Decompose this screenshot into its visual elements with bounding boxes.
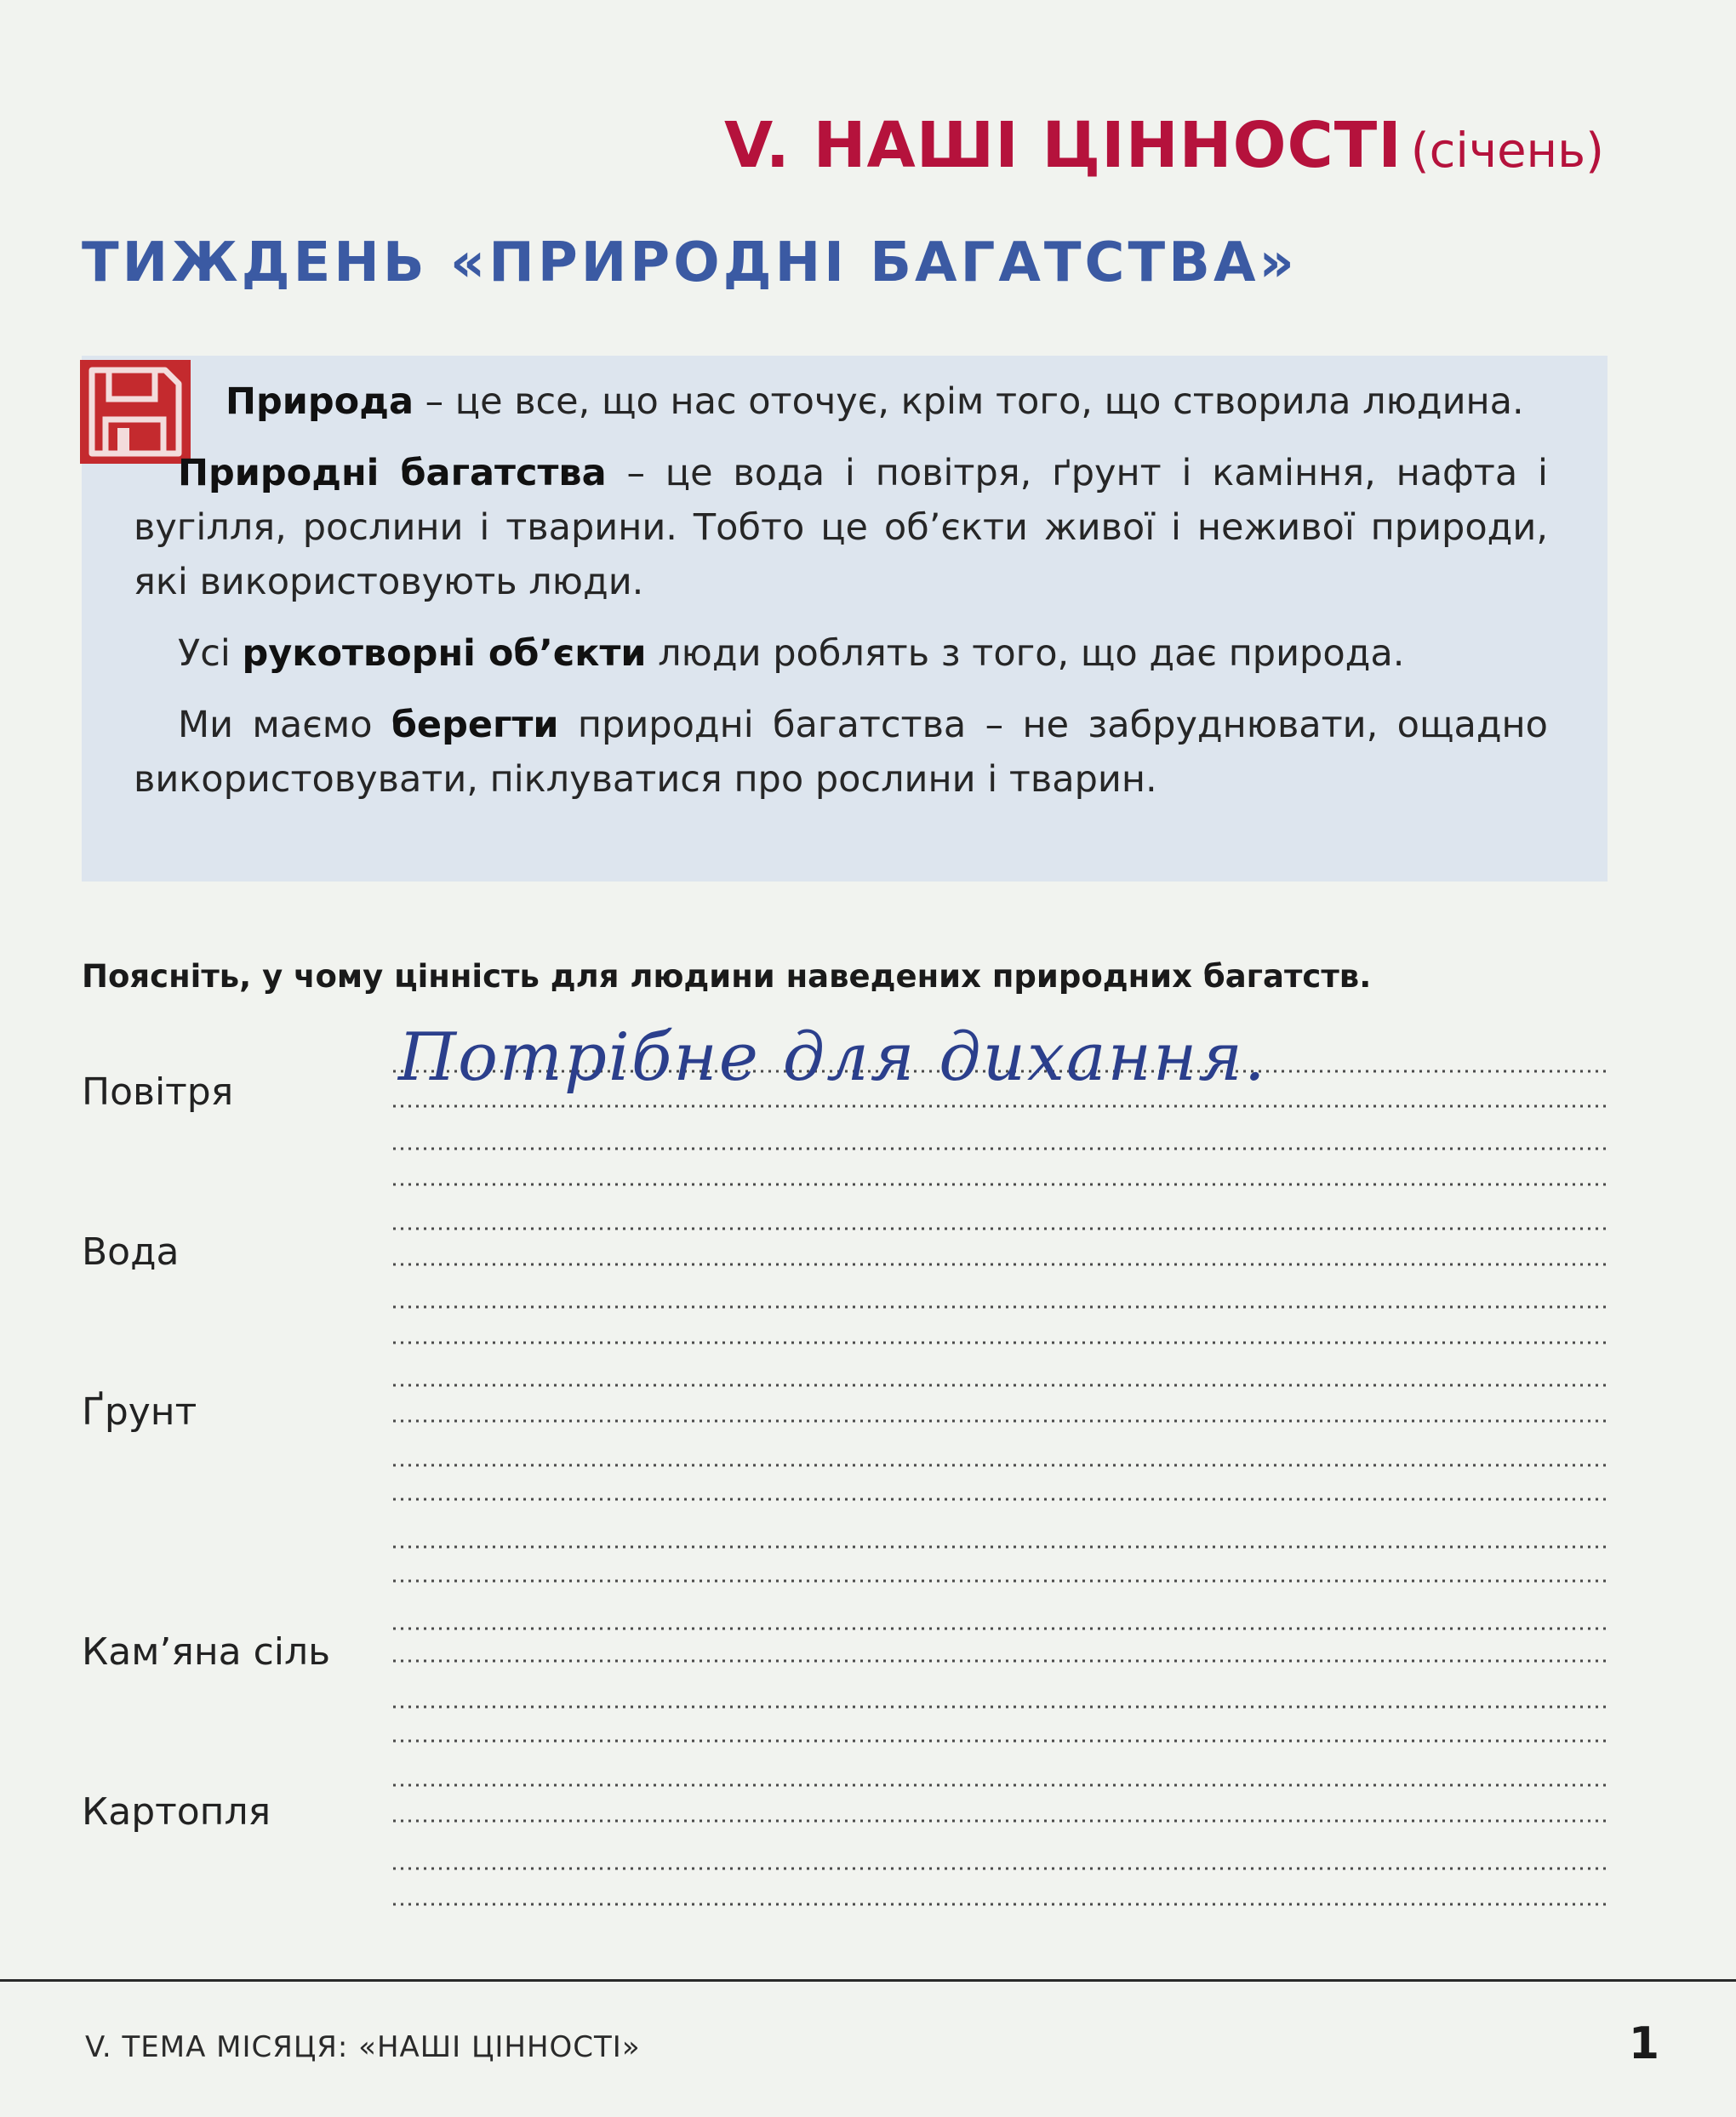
term-protect: берегти xyxy=(391,704,559,746)
paragraph-protect: Ми маємо берегти природні багатства – не забруднювати, ощадно використовувати, піклуватися про рослини і тварин. xyxy=(134,704,1548,801)
paragraph-man-made-objects: Усі рукотворні об’єкти люди роблять з того, що дає природа. xyxy=(178,632,1405,675)
page-number: 1 xyxy=(1628,2018,1659,2069)
chapter-title-main: V. НАШІ ЦІННОСТІ xyxy=(724,109,1402,182)
definition-natural-resources: Природні багатства – це вода і повітря, ґрунт і каміння, нафта і вугілля, рослини і тварини. Тобто це об’єкти живої і неживої природи, які використовують люди. xyxy=(134,452,1548,603)
label-soil: Ґрунт xyxy=(82,1390,197,1434)
term-natural-resources: Природні багатства xyxy=(178,452,607,494)
term-nature: Природа xyxy=(226,380,414,423)
task-instruction: Поясніть, у чому цінність для людини наведених природних багатств. xyxy=(82,958,1372,995)
footer-theme: V. ТЕМА МІСЯЦЯ: «НАШІ ЦІННОСТІ» xyxy=(85,2030,641,2064)
label-water: Вода xyxy=(82,1230,180,1274)
week-title: ТИЖДЕНЬ «ПРИРОДНІ БАГАТСТВА» xyxy=(82,231,1298,294)
definition-nature: Природа – це все, що нас оточує, крім того, що створила людина. xyxy=(226,380,1524,423)
label-air: Повітря xyxy=(82,1070,234,1114)
label-rock-salt: Кам’яна сіль xyxy=(82,1630,331,1674)
handwritten-answer-air: Потрібне для дихання. xyxy=(398,1019,1267,1096)
chapter-month: (січень) xyxy=(1410,123,1604,179)
footer-divider xyxy=(0,1979,1736,1982)
term-man-made-objects: рукотворні об’єкти xyxy=(242,632,647,675)
label-potato: Картопля xyxy=(82,1790,271,1834)
